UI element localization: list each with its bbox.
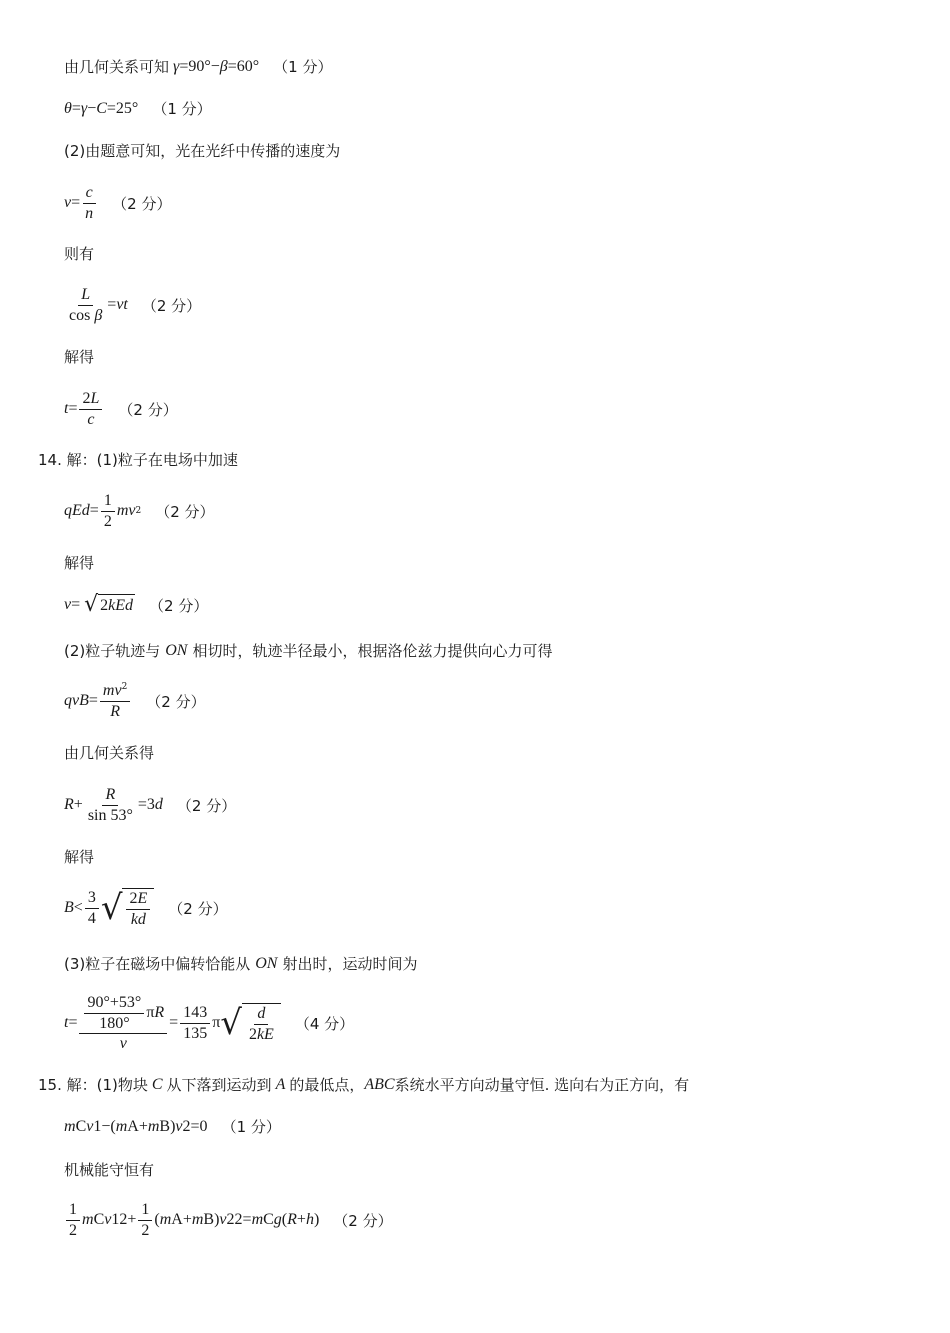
- line-solve-3: [64, 846, 94, 867]
- text: 由几何关系得: [64, 744, 155, 762]
- fraction: $\frac{c}{n}$: [82, 184, 96, 222]
- line-geometry-gamma: 由几何关系可知 γ =90°− β =60° （1 分）: [64, 57, 333, 76]
- fraction: $\frac{R}{\sin 53^\circ}$: [87, 786, 133, 824]
- text: 由几何关系可知: [64, 58, 170, 76]
- line-theta: θ = γ − C =25° （1 分）: [64, 99, 212, 118]
- line-then: [64, 243, 94, 264]
- line-part2-tangent: (2)粒子轨迹与 ON 相切时，轨迹半径最小，根据洛伦兹力提供向心力可得: [64, 641, 553, 660]
- text: 解得: [64, 554, 95, 572]
- score: （2 分）: [118, 400, 178, 419]
- formula: γ: [169, 57, 180, 75]
- line-q15-intro: 15. 解：(1)物块 C 从下落到运动到 A 的最低点， ABC 系统水平方向动量守恒. 选向右为正方向，有: [38, 1075, 690, 1094]
- line-part3-intro: (3)粒子在磁场中偏转恰能从 ON 射出时，运动时间为: [64, 954, 418, 973]
- sqrt: √ $\frac{2E}{kd}$: [101, 888, 154, 928]
- score: （1 分）: [273, 58, 333, 76]
- formula: θ: [64, 99, 72, 117]
- line-energy-intro: [64, 1159, 154, 1180]
- score: （2 分）: [176, 796, 237, 815]
- score: （2 分）: [333, 1211, 393, 1230]
- fraction: $\frac{1}{2}$: [138, 1201, 152, 1239]
- score: （1 分）: [221, 1118, 281, 1136]
- line-solve-1: [64, 346, 94, 367]
- line-v-sqrt: v = √ 2 kEd （2 分）: [64, 592, 209, 617]
- fraction: $\frac{3}{4}$: [85, 889, 99, 927]
- line-v-equals-c-over-n: v = $\frac{c}{n}$ （2 分）: [64, 184, 172, 222]
- fraction: $\frac{90^\circ+53^\circ}{180^\circ}$ π R v: [79, 994, 167, 1053]
- score: （2 分）: [149, 596, 209, 615]
- text: 14. 解：(1)粒子在电场中加速: [38, 451, 238, 469]
- fraction: $\frac{1}{2}$: [101, 492, 115, 530]
- fraction: $\frac{143}{135}$: [180, 1004, 210, 1042]
- line-part2-intro: [64, 140, 340, 161]
- line-L-over-cos: $\frac{L}{\text{cos β}}$ = vt （2 分）: [64, 286, 201, 324]
- score: （2 分）: [146, 692, 206, 711]
- line-qEd: qEd = $\frac{1}{2}$ mv 2 （2 分）: [64, 492, 215, 530]
- fraction: $\frac{mv^2}{R}$: [100, 682, 130, 720]
- score: （2 分）: [168, 899, 228, 918]
- line-geometry-2: [64, 742, 154, 763]
- text: 则有: [64, 245, 95, 263]
- text: 解得: [64, 348, 95, 366]
- text: (2)由题意可知，光在光纤中传播的速度为: [64, 142, 341, 160]
- line-solve-2: [64, 552, 94, 573]
- score: （2 分）: [155, 502, 215, 521]
- line-t-equals-2L-over-c: t = $\frac{2L}{c}$ （2 分）: [64, 390, 178, 428]
- line-B-less: B < $\frac{3}{4}$ √ $\frac{2E}{kd}$ （2 分）: [64, 888, 228, 929]
- line-qvB: qvB = $\frac{mv^2}{R}$ （2 分）: [64, 682, 206, 720]
- score: （2 分）: [141, 296, 202, 315]
- sqrt: √ 2 kEd: [84, 592, 134, 617]
- fraction: $\frac{1}{2}$: [66, 1201, 80, 1239]
- score: （4 分）: [294, 1014, 355, 1033]
- line-q14-intro: [38, 449, 238, 470]
- score: （2 分）: [112, 194, 172, 213]
- fraction: $\frac{2L}{c}$: [79, 390, 102, 428]
- fraction: $\frac{L}{\text{cos β}}$: [69, 286, 103, 324]
- text: 解得: [64, 848, 95, 866]
- line-energy: $\frac{1}{2}$ m C v 1 2 + $\frac{1}{2}$ ( m A + m B ) v 2 2 = m C g ( R + h ) （2 分）: [64, 1201, 393, 1239]
- line-R-plus: R + $\frac{R}{\sin 53^\circ}$ =3 d （2 分）: [64, 786, 237, 824]
- text: 机械能守恒有: [64, 1161, 155, 1179]
- sqrt: √ $\frac{d}{2kE}$: [220, 1003, 281, 1043]
- line-momentum: m C v 1 −( m A + m B ) v 2 =0 （1 分）: [64, 1117, 281, 1136]
- line-t-time: t = $\frac{90^\circ+53^\circ}{180^\circ}$ π R v = $\frac{143}{135}$ π √ $\frac{d}{2kE}$ （4 分）: [64, 994, 355, 1053]
- score: （1 分）: [152, 100, 212, 118]
